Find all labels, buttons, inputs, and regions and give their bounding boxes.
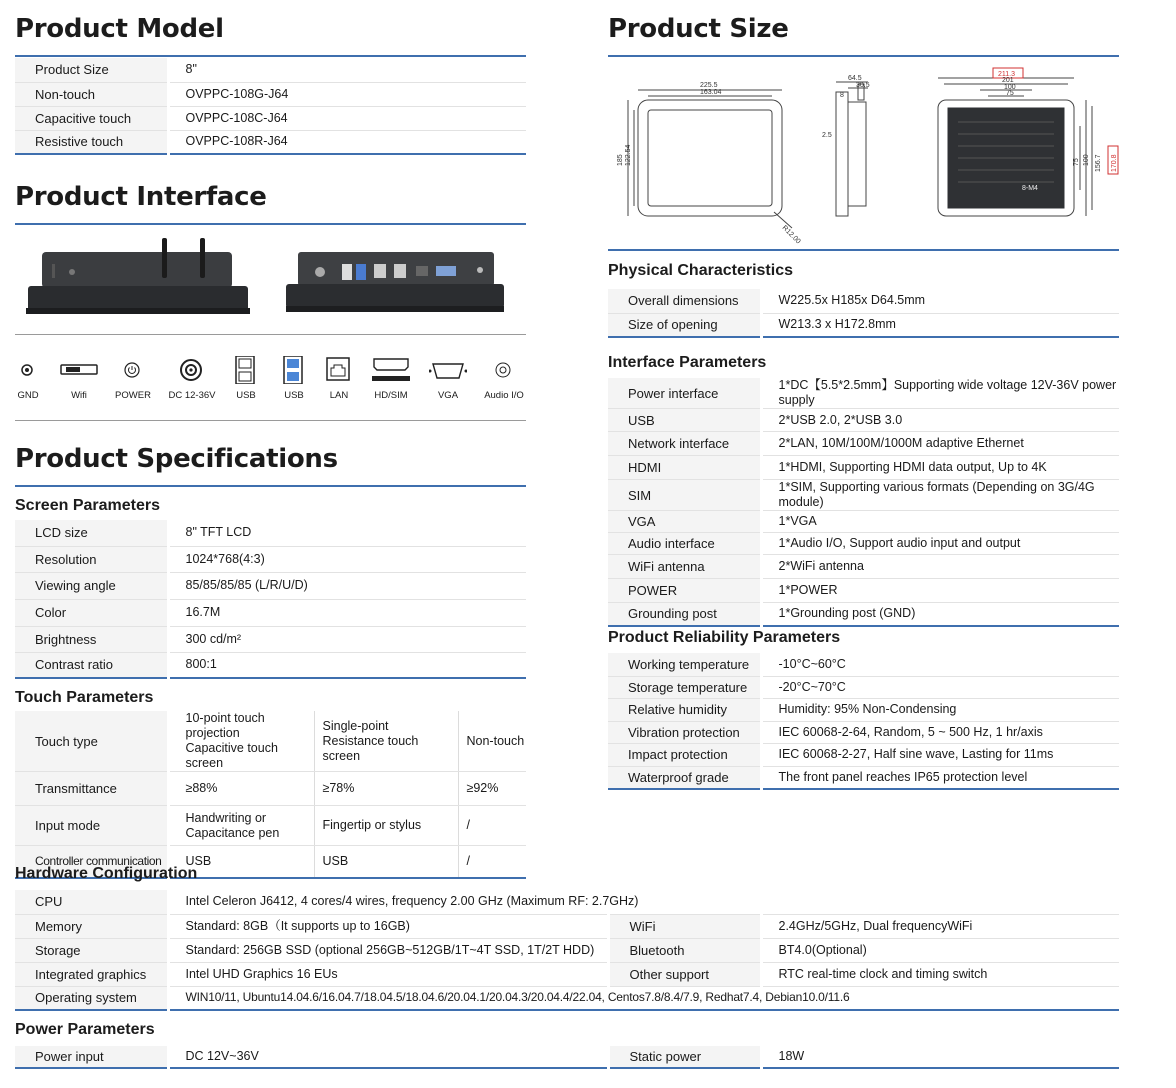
power-parameters-table: [15, 1046, 1119, 1069]
spec-label: Transmittance: [15, 772, 168, 806]
spec-value: 1*POWER: [761, 579, 1119, 603]
table-row: [15, 572, 526, 599]
table-row: [15, 652, 526, 678]
interface-icon-label: Audio I/O: [484, 390, 524, 401]
spec-value: WIN10/11, Ubuntu14.04.6/16.04.7/18.04.5/18.04.6/20.04.1/20.04.3/20.04.4/22.04, Centos7.8/8.4/7.9, Redhat7.4, Debian10.0/11.6: [168, 986, 1119, 1010]
spec-label: WiFi antenna: [608, 555, 761, 579]
spec-label: Other support: [608, 962, 761, 986]
table-row: [15, 890, 1119, 914]
dim-back-156-7: 156.7: [1095, 154, 1102, 172]
interface-icon-item: [418, 356, 478, 406]
table-row: [15, 711, 526, 772]
table-row: [608, 698, 1119, 721]
product-specifications-title: Product Specifications: [15, 444, 338, 474]
table-row: [608, 579, 1119, 603]
spec-label: Working temperature: [608, 653, 761, 676]
spec-label: Audio interface: [608, 533, 761, 555]
spec-value: 1*SIM, Supporting various formats (Depending on 3G/4G module): [761, 480, 1119, 511]
interface-icon-item: [162, 356, 222, 406]
table-row: [15, 82, 526, 106]
table-row: [608, 480, 1119, 511]
vga-port-icon: [429, 356, 467, 384]
product-size-title: Product Size: [608, 14, 789, 44]
spec-label: Integrated graphics: [15, 962, 168, 986]
interface-icon-label: USB: [236, 390, 256, 401]
spec-value: 1*Grounding post (GND): [761, 603, 1119, 626]
spec-value: -10°C~60°C: [761, 653, 1119, 676]
power-icon: [114, 356, 152, 384]
dim-front-height: 185: [617, 154, 624, 166]
capacitive-value: 10-point touch projection Capacitive touch screen: [168, 711, 314, 772]
table-row: [608, 289, 1119, 313]
device-io-panel-photo: [284, 250, 506, 314]
spec-value: 1*Audio I/O, Support audio input and output: [761, 533, 1119, 555]
spec-value: -20°C~70°C: [761, 676, 1119, 698]
dim-side-8: 8: [840, 92, 844, 99]
spec-value: 1024*768(4:3): [168, 546, 526, 572]
dim-back-201: 201: [1002, 77, 1014, 84]
dim-back-height: 170.8: [1111, 154, 1118, 172]
table-row: [15, 546, 526, 572]
table-row: [15, 1046, 1119, 1068]
spec-value: 800:1: [168, 652, 526, 678]
table-row: [15, 962, 1119, 986]
table-row: [608, 603, 1119, 626]
spec-value: IEC 60068-2-27, Half sine wave, Lasting for 11ms: [761, 743, 1119, 766]
non-touch-value: /: [458, 806, 526, 846]
spec-value: Humidity: 95% Non-Condensing: [761, 698, 1119, 721]
hdmi-sim-icon: [372, 356, 410, 384]
table-row: [608, 743, 1119, 766]
interface-icon-label: VGA: [437, 390, 459, 401]
resistive-value: Fingertip or stylus: [314, 806, 458, 846]
drawing-rule: [608, 249, 1119, 251]
capacitive-value: Handwriting or Capacitance pen: [168, 806, 314, 846]
spec-value: W225.5x H185x D64.5mm: [761, 289, 1119, 313]
usb3-port-icon: [275, 356, 313, 384]
spec-label: Size of opening: [608, 313, 761, 337]
dimension-drawing: [608, 62, 1119, 246]
spec-value: 8" TFT LCD: [168, 520, 526, 546]
table-row: [15, 130, 526, 154]
ground-icon: [9, 356, 47, 384]
interface-icon-label: HD/SIM: [374, 390, 408, 401]
table-row: [608, 555, 1119, 579]
device-rear-top-photo: [22, 234, 254, 324]
spec-label: Memory: [15, 914, 168, 938]
spec-value: IEC 60068-2-64, Random, 5 ~ 500 Hz, 1 hr/axis: [761, 721, 1119, 743]
interface-icon-label: LAN: [329, 390, 349, 401]
spec-value: 2*WiFi antenna: [761, 555, 1119, 579]
dim-back-75-v: 75: [1073, 158, 1080, 166]
spec-value: 1*VGA: [761, 511, 1119, 533]
spec-label: CPU: [15, 890, 168, 914]
table-row: [608, 409, 1119, 432]
photo-rule: [15, 334, 526, 335]
resistive-value: USB: [314, 846, 458, 878]
interface-icon-label: GND: [17, 390, 39, 401]
title-rule: [15, 223, 526, 225]
spec-label: Bluetooth: [608, 938, 761, 962]
spec-label: VGA: [608, 511, 761, 533]
non-touch-value: /: [458, 846, 526, 878]
dim-radius: R12.00: [780, 224, 802, 246]
icon-rule: [15, 420, 526, 421]
table-row: [608, 378, 1119, 409]
spec-label: Static power: [608, 1046, 761, 1068]
spec-label: Contrast ratio: [15, 652, 168, 678]
table-row: [608, 456, 1119, 480]
spec-value: 16.7M: [168, 599, 526, 626]
table-row: [15, 772, 526, 806]
spec-label: SIM: [608, 480, 761, 511]
spec-label: Network interface: [608, 432, 761, 456]
spec-value: The front panel reaches IP65 protection level: [761, 766, 1119, 789]
spec-value: Intel Celeron J6412, 4 cores/4 wires, frequency 2.00 GHz (Maximum RF: 2.7GHz): [168, 890, 1119, 914]
spec-value: RTC real-time clock and timing switch: [761, 962, 1119, 986]
interface-icon-item: [49, 356, 109, 406]
screen-parameters-title: Screen Parameters: [15, 497, 160, 514]
spec-label: Operating system: [15, 986, 168, 1010]
spec-label: Capacitive touch: [15, 106, 168, 130]
product-model-table: [15, 58, 526, 155]
spec-label: Resolution: [15, 546, 168, 572]
table-row: [608, 676, 1119, 698]
screen-parameters-table: [15, 520, 526, 679]
spec-label: Resistive touch: [15, 130, 168, 154]
spec-label: Power input: [15, 1046, 168, 1068]
spec-value: Standard: 8GB（It supports up to 16GB): [168, 914, 608, 938]
interface-parameters-table: [608, 378, 1119, 627]
table-row: [15, 986, 1119, 1010]
dim-back-screw: 8-M4: [1022, 185, 1038, 192]
spec-label: Storage: [15, 938, 168, 962]
spec-value: 1*HDMI, Supporting HDMI data output, Up to 4K: [761, 456, 1119, 480]
spec-label: Product Size: [15, 58, 168, 82]
spec-value: OVPPC-108G-J64: [168, 82, 526, 106]
spec-label: Grounding post: [608, 603, 761, 626]
spec-value: 300 cd/m²: [168, 626, 526, 652]
reliability-parameters-title: Product Reliability Parameters: [608, 629, 841, 646]
interface-parameters-title: Interface Parameters: [608, 354, 767, 371]
capacitive-value: ≥88%: [168, 772, 314, 806]
spec-label: Overall dimensions: [608, 289, 761, 313]
spec-label: POWER: [608, 579, 761, 603]
table-row: [15, 938, 1119, 962]
touch-parameters-title: Touch Parameters: [15, 689, 154, 706]
dim-back-width: 211.3: [998, 71, 1015, 78]
audio-jack-icon: [485, 356, 523, 384]
reliability-parameters-table: [608, 653, 1119, 790]
spec-label: Color: [15, 599, 168, 626]
spec-value: W213.3 x H172.8mm: [761, 313, 1119, 337]
physical-characteristics-table: [608, 289, 1119, 338]
spec-label: LCD size: [15, 520, 168, 546]
touch-parameters-table: [15, 711, 526, 879]
spec-label: Brightness: [15, 626, 168, 652]
interface-icon-item: [361, 356, 421, 406]
table-row: [15, 106, 526, 130]
table-row: [608, 533, 1119, 555]
interface-icon-item: [309, 356, 369, 406]
table-row: [15, 806, 526, 846]
table-row: [608, 432, 1119, 456]
resistive-value: Single-point Resistance touch screen: [314, 711, 458, 772]
spec-label: Storage temperature: [608, 676, 761, 698]
spec-value: 2*USB 2.0, 2*USB 3.0: [761, 409, 1119, 432]
dim-front-inner-width: 163.04: [700, 89, 722, 96]
dc-jack-icon: [173, 356, 211, 384]
spec-label: HDMI: [608, 456, 761, 480]
table-row: [15, 520, 526, 546]
table-row: [608, 313, 1119, 337]
capacitive-value: USB: [168, 846, 314, 878]
spec-value: 85/85/85/85 (L/R/U/D): [168, 572, 526, 599]
spec-value: OVPPC-108R-J64: [168, 130, 526, 154]
table-row: [608, 653, 1119, 676]
dim-side-depth-2: 30.5: [856, 82, 870, 89]
wifi-antenna-icon: [60, 356, 98, 384]
table-row: [15, 914, 1119, 938]
spec-value: BT4.0(Optional): [761, 938, 1119, 962]
dim-back-100: 100: [1004, 84, 1016, 91]
spec-label: Input mode: [15, 806, 168, 846]
title-rule: [608, 55, 1119, 57]
spec-value: OVPPC-108C-J64: [168, 106, 526, 130]
power-parameters-title: Power Parameters: [15, 1021, 155, 1038]
interface-icon-label: USB: [284, 390, 304, 401]
table-row: [15, 599, 526, 626]
spec-label: USB: [608, 409, 761, 432]
spec-value: Intel UHD Graphics 16 EUs: [168, 962, 608, 986]
table-row: [608, 766, 1119, 789]
lan-port-icon: [320, 356, 358, 384]
spec-value: 8": [168, 58, 526, 82]
interface-icon-item: [474, 356, 534, 406]
dim-front-inner-height: 122.54: [625, 144, 632, 166]
spec-value: 18W: [761, 1046, 1119, 1068]
hardware-configuration-table: [15, 890, 1119, 1011]
spec-value: DC 12V~36V: [168, 1046, 608, 1068]
spec-label: Power interface: [608, 378, 761, 409]
spec-label: WiFi: [608, 914, 761, 938]
product-model-title: Product Model: [15, 14, 224, 44]
dim-side-2-5: 2.5: [822, 132, 832, 139]
table-row: [15, 58, 526, 82]
table-row: [15, 626, 526, 652]
spec-value: 2.4GHz/5GHz, Dual frequencyWiFi: [761, 914, 1119, 938]
product-interface-title: Product Interface: [15, 182, 267, 212]
interface-icon-label: POWER: [115, 390, 151, 401]
spec-label: Non-touch: [15, 82, 168, 106]
spec-label: Impact protection: [608, 743, 761, 766]
table-row: [608, 511, 1119, 533]
hardware-configuration-title: Hardware Configuration: [15, 865, 198, 882]
spec-label: Relative humidity: [608, 698, 761, 721]
interface-icon-label: Wifi: [71, 390, 87, 401]
interface-icon-label: DC 12-36V: [168, 390, 216, 401]
spec-label: Controller communication: [15, 846, 168, 878]
title-rule: [15, 485, 526, 487]
dim-front-width: 225.5: [700, 82, 718, 89]
dim-back-100-v: 100: [1083, 154, 1090, 166]
physical-characteristics-title: Physical Characteristics: [608, 262, 793, 279]
spec-label: Vibration protection: [608, 721, 761, 743]
spec-value: 1*DC【5.5*2.5mm】Supporting wide voltage 12V-36V power supply: [761, 378, 1119, 409]
non-touch-value: ≥92%: [458, 772, 526, 806]
spec-label: Waterproof grade: [608, 766, 761, 789]
non-touch-value: Non-touch: [458, 711, 526, 772]
spec-value: Standard: 256GB SSD (optional 256GB~512GB/1T~4T SSD, 1T/2T HDD): [168, 938, 608, 962]
table-row: [608, 721, 1119, 743]
resistive-value: ≥78%: [314, 772, 458, 806]
spec-label: Viewing angle: [15, 572, 168, 599]
title-rule: [15, 55, 526, 57]
spec-value: 2*LAN, 10M/100M/1000M adaptive Ethernet: [761, 432, 1119, 456]
usb2-port-icon: [227, 356, 265, 384]
spec-label: Touch type: [15, 711, 168, 772]
dim-side-depth: 64.5: [848, 75, 862, 82]
interface-icon-item: [103, 356, 163, 406]
dim-back-75: 75: [1006, 90, 1014, 97]
